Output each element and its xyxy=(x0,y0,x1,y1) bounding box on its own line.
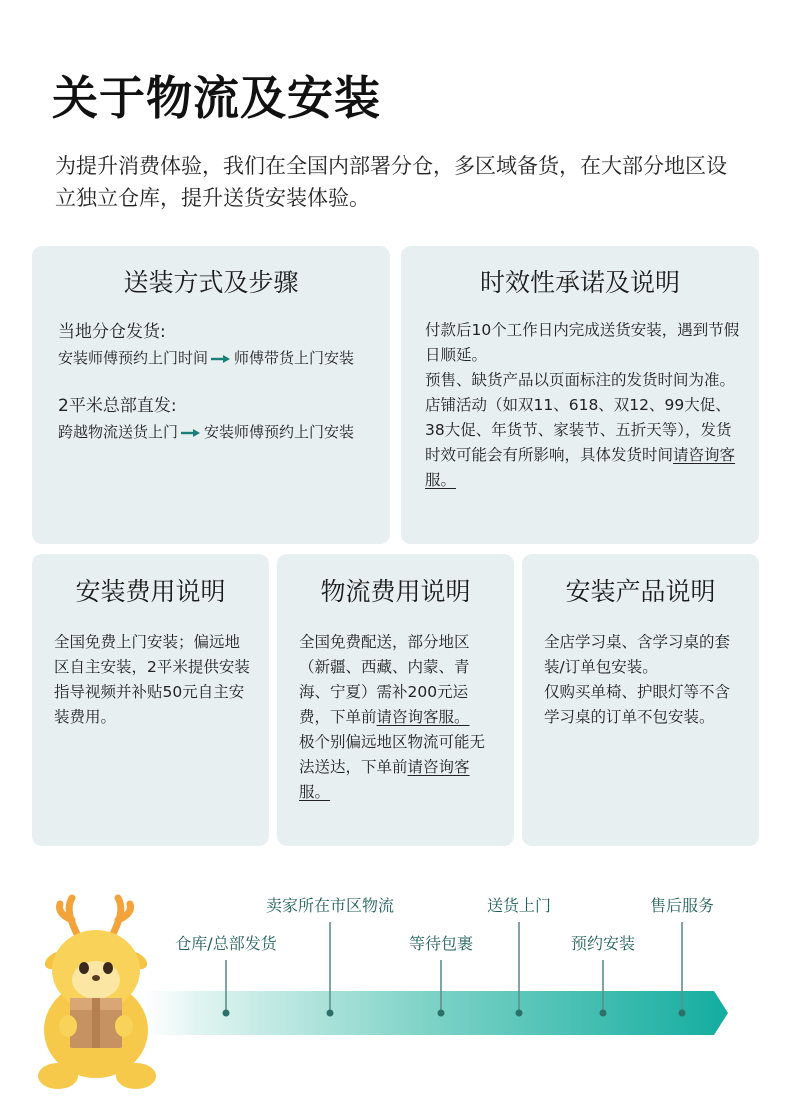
logistics-para-1: 全国免费配送，部分地区（新疆、西藏、内蒙、青海、宁夏）需补200元运费，下单前请咨询客服。 xyxy=(299,633,470,726)
install-fee-card xyxy=(32,554,269,846)
timeline-step-label: 预约安装 xyxy=(570,934,636,953)
logistics-fee-title: 物流费用说明 xyxy=(320,577,471,606)
timing-card xyxy=(401,246,759,544)
arrow-right-icon xyxy=(181,428,201,438)
timeline-step-label: 送货上门 xyxy=(486,896,552,915)
timeline-dot xyxy=(438,1010,445,1017)
logistics-fee-body xyxy=(299,630,495,805)
page-title: 关于物流及安装 xyxy=(52,71,381,125)
contact-service-link[interactable]: 请咨询客服。 xyxy=(299,758,470,801)
timing-para-2: 预售、缺货产品以页面标注的发货时间为准。 xyxy=(425,371,736,389)
hq-steps xyxy=(58,420,388,444)
arrow-right-icon xyxy=(211,354,231,364)
delivery-method-body xyxy=(58,318,388,444)
timeline-bar xyxy=(120,991,728,1035)
install-product-body xyxy=(544,630,740,730)
install-product-para-1: 全店学习桌、含学习桌的套装/订单包安装。 xyxy=(544,633,731,676)
hq-step-1: 跨越物流送货上门 xyxy=(58,423,179,441)
install-product-title: 安装产品说明 xyxy=(565,577,716,606)
timing-para-3: 店铺活动（如双11、618、双12、99大促、38大促、年货节、家装节、五折天等），发货时效可能会有所影响，具体发货时间请咨询客服。 xyxy=(425,396,736,489)
local-warehouse-label: 当地分仓发货: xyxy=(58,322,166,342)
timeline-dot xyxy=(679,1010,686,1017)
hq-direct-label: 2平米总部直发: xyxy=(58,396,177,416)
timeline-step-label: 等待包裹 xyxy=(408,934,474,953)
delivery-method-title: 送装方式及步骤 xyxy=(123,268,299,297)
timeline-step-label: 售后服务 xyxy=(649,896,715,915)
timeline-dot xyxy=(600,1010,607,1017)
intro-text: 为提升消费体验，我们在全国内部署分仓，多区域备货，在大部分地区设立独立仓库，提升送货安装体验。 xyxy=(55,154,727,210)
install-fee-title: 安装费用说明 xyxy=(75,577,226,606)
timeline-step-label: 仓库/总部发货 xyxy=(175,934,277,953)
timeline-dot xyxy=(516,1010,523,1017)
timeline-step-label: 卖家所在市区物流 xyxy=(265,896,395,915)
logistics-fee-card xyxy=(277,554,514,846)
logistics-para-2: 极个别偏远地区物流可能无法送达，下单前请咨询客服。 xyxy=(299,733,486,801)
install-fee-body: 全国免费上门安装；偏远地区自主安装，2平米提供安装指导视频并补贴50元自主安装费用。 xyxy=(54,633,250,726)
logistics-timeline xyxy=(0,880,790,1116)
timing-body xyxy=(425,318,745,493)
local-step-2: 师傅带货上门安装 xyxy=(234,349,355,367)
contact-service-link[interactable]: 请咨询客服。 xyxy=(376,708,470,726)
timeline-dot xyxy=(327,1010,334,1017)
local-step-1: 安装师傅预约上门时间 xyxy=(58,349,209,367)
local-steps xyxy=(58,346,388,370)
timing-para-1: 付款后10个工作日内完成送货安装，遇到节假日顺延。 xyxy=(425,321,740,364)
timeline-dot xyxy=(223,1010,230,1017)
install-product-para-2: 仅购买单椅、护眼灯等不含学习桌的订单不包安装。 xyxy=(544,683,731,726)
timing-title: 时效性承诺及说明 xyxy=(479,268,680,297)
hq-step-2: 安装师傅预约上门安装 xyxy=(204,423,355,441)
contact-service-link[interactable]: 请咨询客服。 xyxy=(425,446,736,489)
delivery-method-card xyxy=(32,246,390,544)
install-product-card xyxy=(522,554,759,846)
